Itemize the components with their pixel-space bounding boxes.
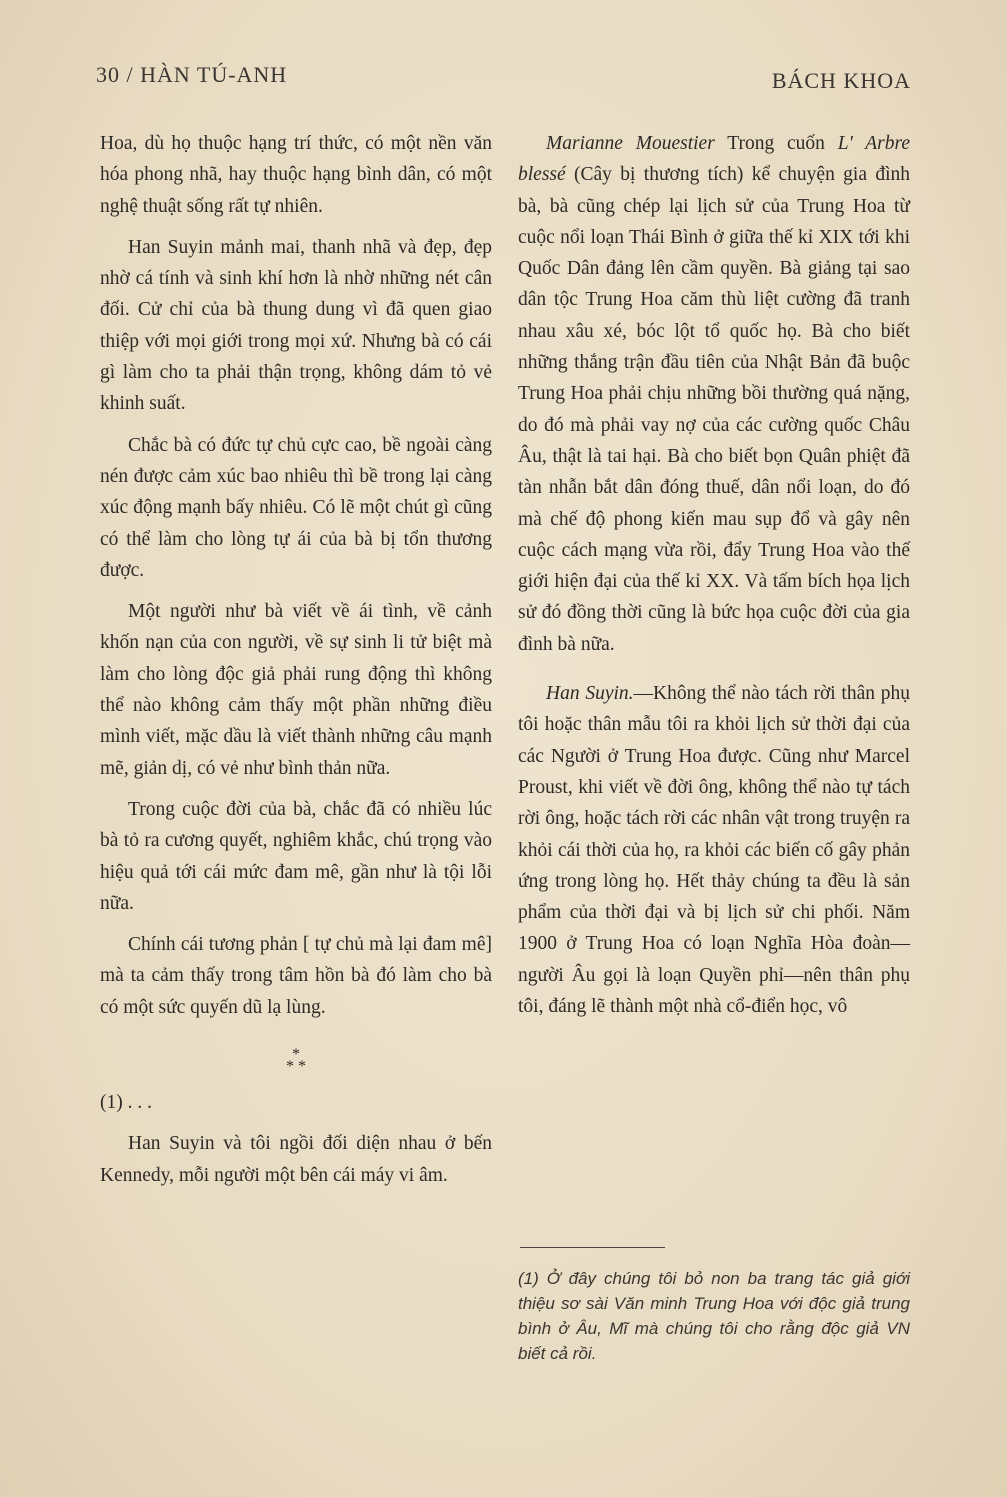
- left-column: [100, 128, 492, 1201]
- running-header: [96, 62, 911, 98]
- paragraph: Han Suyin và tôi ngồi đối diện nhau ở bến Kennedy, mỗi người một bên cái máy vi âm.: [100, 1133, 492, 1186]
- asterism-bottom: * *: [286, 1058, 306, 1076]
- author-name: Marianne Mouestier: [546, 133, 715, 154]
- footnote-rule: [520, 1247, 665, 1248]
- paragraph: [518, 678, 910, 1022]
- paragraph: [518, 128, 910, 660]
- paragraph: Han Suyin mảnh mai, thanh nhã và đẹp, đẹp nhờ cá tính và sinh khí hơn là nhờ những nét cân đối. Cử chỉ của bà thung dung vì đã quen giao thiệp với mọi giới trong mọi xứ. Nhưng bà có cái gì làm cho ta phải thận trọng, không dám tỏ vẻ khinh suất.: [100, 236, 492, 415]
- paragraph: Chắc bà có đức tự chủ cực cao, bề ngoài càng nén được cảm xúc bao nhiêu thì bề trong lại càng xúc động mạnh bấy nhiêu. Có lẽ một chút gì cũng có thể làm cho lòng tự ái của bà bị tổn thương được.: [100, 434, 492, 581]
- text-span: (Cây bị thương tích) kể chuyện gia đình bà, bà cũng chép lại lịch sử của Trung Hoa từ cuộc nổi loạn Thái Bình ở giữa thế kỉ XIX tới khi Quốc Dân đảng lên cầm quyền. Bà giảng tại sao dân tộc Trung Hoa căm thù liệt cường đã tranh nhau xâu xé, bóc lột tổ quốc họ. Bà cho biết những thắng trận đầu tiên của Nhật Bản đã buộc Trung Hoa phải chịu những bồi thường quá nặng, do đó mà phải vay nợ của các cường quốc Châu Âu, thật là tai hại. Bà cho biết bọn Quân phiệt đã tàn nhẫn bắt dân đóng thuế, dân nổi loạn, do đó mà chế độ phong kiến mau sụp đổ và gây nên cuộc cách mạng vừa rồi, đẩy Trung Hoa vào thế giới hiện đại của thế kỉ XX. Và tấm bích họa lịch sử đó đồng thời cũng là bức họa cuộc đời của gia đình bà nữa.: [518, 164, 910, 655]
- text-span: —Không thể nào tách rời thân phụ tôi hoặc thân mẫu tôi ra khỏi lịch sử thời đại của các Người ở Trung Hoa được. Cũng như Marcel Proust, khi viết về đời ông, không thể nào tự tách rời ông, hoặc tách rời các nhân vật trong truyện ra khỏi cái thời của họ, ra khỏi các biến cố gây phản ứng trong lòng họ. Hết thảy chúng ta đều là sản phẩm của thời đại và bị lịch sử chi phối. Năm 1900 ở Trung Hoa có loạn Nghĩa Hòa đoàn—người Âu gọi là loạn Quyền phỉ—nên thân phụ tôi, đáng lẽ thành một nhà cổ-điển học, vô: [518, 683, 910, 1018]
- asterism-top: *: [292, 1046, 300, 1064]
- journal-title: BÁCH KHOA: [771, 68, 911, 93]
- book-title: L' Arbre blessé: [518, 133, 910, 186]
- text-span: Trong cuốn: [714, 133, 838, 154]
- page-number-and-author: 30 / HÀN TÚ-ANH: [96, 62, 288, 87]
- paragraph: Một người như bà viết về ái tình, về cảnh khốn nạn của con người, về sự sinh li tử biệt mà làm cho lòng độc giả phải rung động thì không thể nào không cảm thấy một phần những điều mình viết, mặc dầu là viết thành những câu mạnh mẽ, giản dị, có vẻ như bình thản nữa.: [100, 601, 492, 779]
- section-break: [100, 1046, 492, 1076]
- footnote: (1) Ở đây chúng tôi bỏ non ba trang tác giả giới thiệu sơ sài Văn minh Trung Hoa với độc giả trung bình ở Âu, Mĩ mà chúng tôi cho rằng độc giả VN biết cả rồi.: [518, 1269, 910, 1363]
- paragraph: Hoa, dù họ thuộc hạng trí thức, có một nền văn hóa phong nhã, hay thuộc hạng bình dân, có một nghệ thuật sống rất tự nhiên.: [100, 133, 492, 217]
- right-column: [518, 128, 910, 1032]
- speaker-name: Han Suyin.: [546, 683, 634, 705]
- footnote-marker: (1) . . .: [100, 1092, 152, 1114]
- paragraph: Trong cuộc đời của bà, chắc đã có nhiều lúc bà tỏ ra cương quyết, nghiêm khắc, chú trọng vào hiệu quả tới cái mức đam mê, gần như là tội lỗi nữa.: [100, 798, 492, 914]
- paragraph: Chính cái tương phản [ tự chủ mà lại đam mê] mà ta cảm thấy trong tâm hồn bà đó làm cho bà có một sức quyến dũ lạ lùng.: [100, 934, 492, 1018]
